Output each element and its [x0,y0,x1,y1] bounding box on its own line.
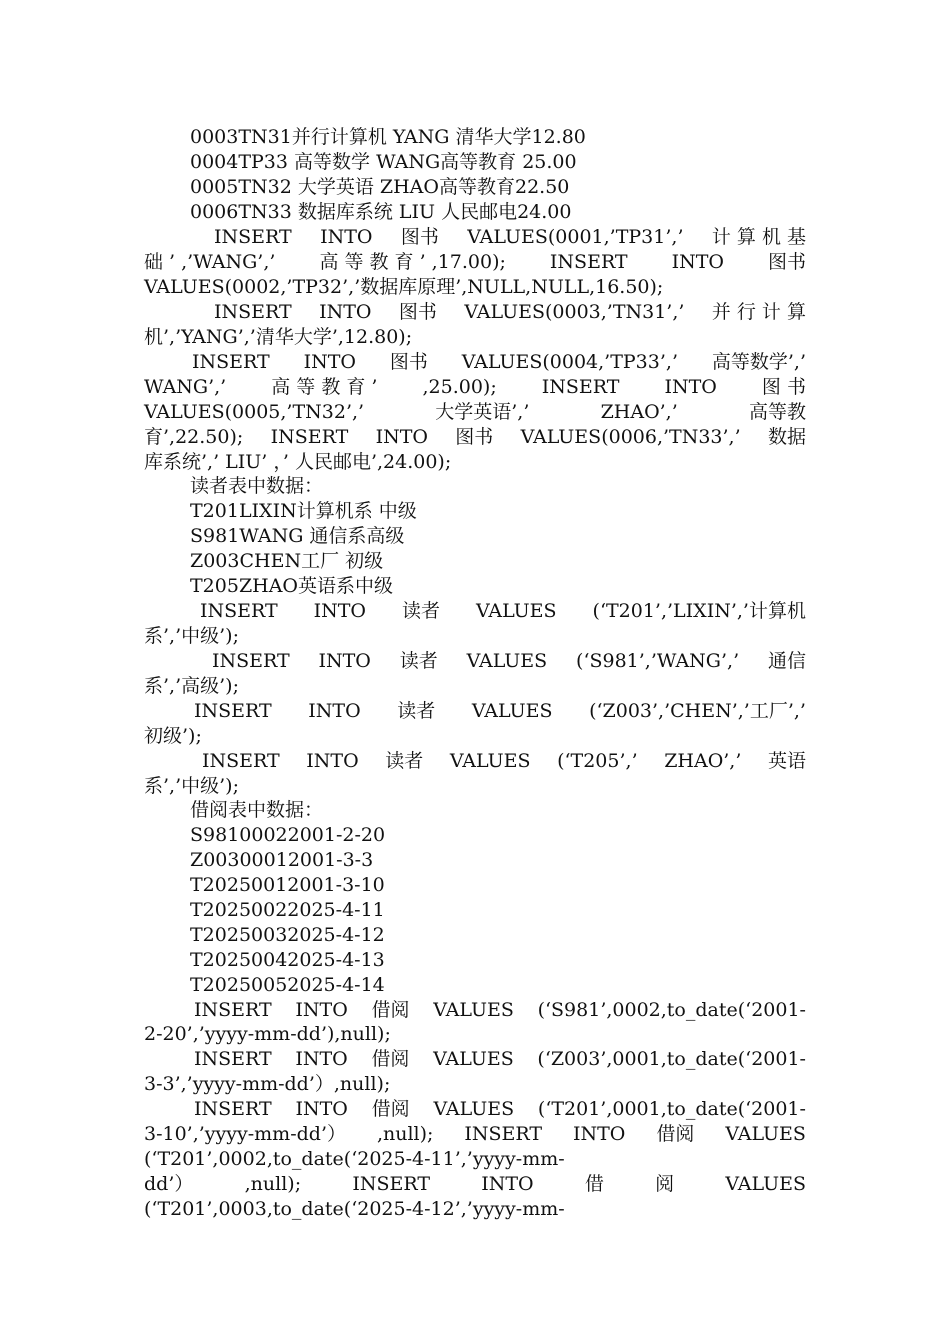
text-segment: INTO [573,1123,626,1145]
text-segment: 高 等 教 育 ’ [271,376,378,398]
text-line: 库系统’,’ LIU’ ，’ 人民邮电’,24.00); [144,451,452,473]
text-segment: 借阅 [656,1123,695,1145]
text-segment: (‘T205’,’ [557,750,638,772]
text-segment: 础 ’ ,’WANG’,’ [144,251,276,273]
text-segment: VALUES(0004,’TP33’,’ [461,351,678,373]
text-line: 2-20’,’yyyy-mm-dd’),null); [144,1023,391,1045]
text-segment: ,null); [244,1173,302,1195]
text-segment: 借 [584,1173,604,1195]
text-segment: WANG’,’ [144,376,227,398]
text-line: T20250022025-4-11 [190,899,385,921]
text-segment: 阅 [655,1173,675,1195]
text-line: (‘T201’,0003,to_date(‘2025-4-12’,’yyyy-mm- [144,1198,565,1220]
text-line: VALUES(0002,’TP32’,’数据库原理’,NULL,NULL,16.50); [144,276,664,298]
text-line [144,250,806,274]
text-line: Z00300012001-3-3 [190,849,374,871]
text-segment: 数据 [767,426,806,448]
text-line [194,998,806,1022]
text-line [214,225,806,249]
text-segment: 读者 [401,600,440,622]
text-segment: INSERT [202,750,280,772]
text-segment: (‘T201’,0001,to_date(‘2001- [537,1098,806,1120]
text-segment: ZHAO’,’ [664,750,742,772]
text-segment: INSERT [192,351,270,373]
text-segment: INSERT [549,251,628,273]
text-segment: 3-10’,’yyyy-mm-dd’） [144,1123,346,1145]
text-segment: INSERT [194,700,272,722]
text-line [144,1122,806,1146]
text-segment: 通信 [767,650,806,672]
text-segment: VALUES [433,999,514,1021]
text-segment: 并 行 计 算 [711,301,806,323]
text-line: 机’,’YANG’,’清华大学’,12.80); [144,326,413,348]
text-line: T20250012001-3-10 [190,874,385,896]
text-line: (‘T201’,0002,to_date(‘2025-4-11’,’yyyy-mm- [144,1148,565,1170]
text-line: 3-3’,’yyyy-mm-dd’）,null); [144,1073,391,1095]
text-segment: 读者 [385,750,424,772]
text-segment: INTO [481,1173,534,1195]
text-segment: INTO [295,1098,348,1120]
text-segment: ,null); [376,1123,434,1145]
text-segment: INTO [671,251,724,273]
text-segment: 育’,22.50); [144,426,244,448]
text-segment: (‘S981’,’WANG’,’ [576,650,740,672]
text-segment: 高等数学’,’ [711,351,806,373]
text-line [194,1097,806,1121]
text-line: T20250042025-4-13 [190,949,385,971]
text-segment: ZHAO’,’ [600,401,678,423]
text-segment: dd’） [144,1173,194,1195]
text-segment: VALUES(0001,’TP31’,’ [467,226,684,248]
text-line: 0003TN31并行计算机 YANG 清华大学12.80 [190,126,586,148]
text-segment: VALUES(0006,’TN33’,’ [520,426,741,448]
text-line: 0005TN32 大学英语 ZHAO高等教育22.50 [190,176,570,198]
text-line [144,1172,806,1196]
text-segment: 读者 [397,700,436,722]
text-segment: 计 算 机 基 [711,226,806,248]
text-line [194,699,806,723]
text-segment: INSERT [270,426,349,448]
text-line: T205ZHAO英语系中级 [190,575,394,597]
text-line [212,649,806,673]
text-line: 0006TN33 数据库系统 LIU 人民邮电24.00 [190,201,572,223]
text-segment: INSERT [464,1123,543,1145]
text-segment: INSERT [194,1098,272,1120]
text-segment: INTO [303,351,356,373]
text-segment: 图书 [400,226,439,248]
text-segment: 高 等 教 育 ’ ,17.00); [319,251,506,273]
text-line: 初级’); [144,725,202,747]
text-segment: 借阅 [371,999,410,1021]
text-segment: 图书 [389,351,428,373]
text-segment: VALUES [466,650,548,672]
text-segment: 读者 [399,650,438,672]
text-segment: INTO [306,750,359,772]
section-heading: 借阅表中数据： [190,799,324,821]
text-segment: 借阅 [371,1098,410,1120]
text-line [202,749,806,773]
text-line [144,425,806,449]
text-segment: 大学英语’,’ [435,401,530,423]
text-segment: VALUES [433,1048,514,1070]
text-segment: INSERT [541,376,620,398]
text-line: 0004TP33 高等数学 WANG高等教育 25.00 [190,151,577,173]
text-line [194,1047,806,1071]
text-segment: 图书 [455,426,494,448]
text-segment: VALUES [471,700,553,722]
text-segment: VALUES [433,1098,515,1120]
text-segment: INSERT [200,600,278,622]
text-line: 系’,’中级’); [144,625,239,647]
text-segment: VALUES [449,750,531,772]
text-segment: INTO [318,650,371,672]
text-segment: INTO [375,426,428,448]
text-line: 系’,’高级’); [144,675,239,697]
text-segment: INSERT [352,1173,430,1195]
text-segment: VALUES [725,1123,806,1145]
text-segment: INSERT [212,650,290,672]
text-segment: VALUES(0005,’TN32’,’ [144,401,365,423]
text-segment: INTO [313,600,367,622]
text-segment: ,25.00); [422,376,497,398]
text-segment: INTO [308,700,361,722]
text-segment: (‘T201’,’LIXIN’,’计算机 [592,600,806,622]
text-line: T201LIXIN计算机系 中级 [190,500,417,522]
text-segment: 借阅 [371,1048,410,1070]
text-segment: INSERT [214,226,292,248]
text-line [192,350,806,374]
text-line: Z003CHEN工厂 初级 [190,550,384,572]
text-segment: 图书 [767,251,806,273]
text-segment: INTO [319,301,372,323]
text-segment: 图书 [398,301,437,323]
text-segment: VALUES(0003,’TN31’,’ [464,301,685,323]
text-segment: (‘S981’,0002,to_date(‘2001- [537,999,806,1021]
text-segment: INTO [320,226,373,248]
text-segment: INTO [664,376,717,398]
text-segment: 高等教 [748,401,806,423]
text-line: S981WANG 通信系高级 [190,525,405,547]
text-segment: VALUES [725,1173,806,1195]
text-line [200,599,806,623]
text-segment: INSERT [194,999,272,1021]
text-line: T20250052025-4-14 [190,974,385,996]
text-line: 系’,’中级’); [144,775,239,797]
text-line [144,400,806,424]
section-heading: 读者表中数据： [190,475,324,497]
text-segment: 英语 [767,750,806,772]
text-segment: 图 书 [761,376,806,398]
text-line [214,300,806,324]
text-line: T20250032025-4-12 [190,924,385,946]
text-segment: INTO [295,1048,348,1070]
text-segment: (‘Z003’,0001,to_date(‘2001- [537,1048,806,1070]
text-segment: (‘Z003’,’CHEN’,’工厂’,’ [589,700,806,722]
text-segment: VALUES [475,600,557,622]
text-segment: INSERT [194,1048,272,1070]
text-line [144,375,806,399]
text-line: S98100022001-2-20 [190,824,386,846]
text-segment: INTO [295,999,348,1021]
text-segment: INSERT [214,301,292,323]
